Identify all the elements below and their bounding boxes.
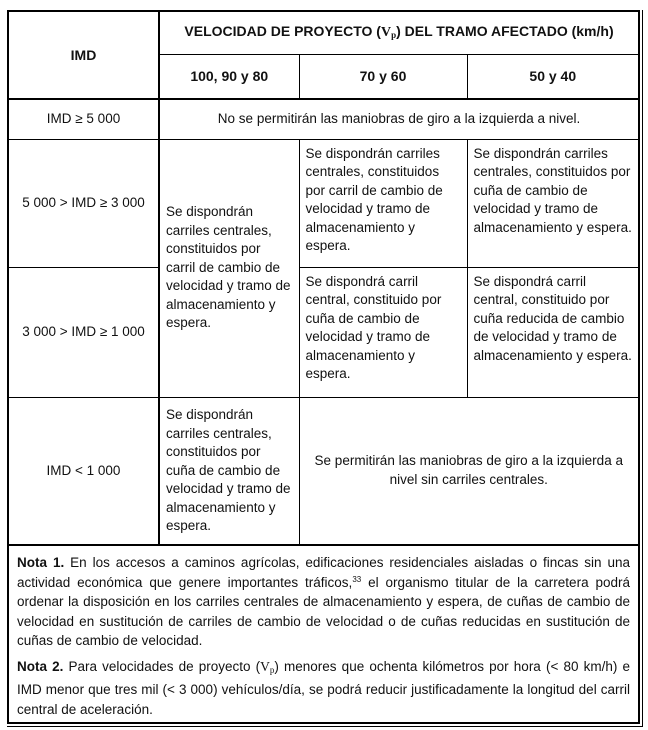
footnote-ref[interactable]: 33 xyxy=(352,574,362,584)
vp-letter: V xyxy=(260,658,270,674)
speed-header-text: VELOCIDAD DE PROYECTO ( xyxy=(184,22,381,39)
nota-2-text: Para velocidades de proyecto ( xyxy=(63,658,261,674)
table-row xyxy=(9,139,638,267)
nota-1-label: Nota 1. xyxy=(17,555,65,570)
nota-2-label: Nota 2. xyxy=(17,658,64,674)
speed-header xyxy=(159,12,638,54)
vp-subscript: p xyxy=(391,29,397,40)
vp-subscript: p xyxy=(269,664,275,675)
nota-2 xyxy=(17,657,630,720)
cell-100-90-80: Se dispondrán carriles centrales, constituidos por cuña de cambio de velocidad y tramo de almacenamiento y espera. xyxy=(159,397,299,545)
nota-2-text-cont: ) menores que ochenta kilómetros por hora (< 80 km/h) e IMD menor que tres mil (< 3 000) vehículos/día, se podrá reducir justificadamente la longitud del carril central de aceleración. xyxy=(17,658,630,717)
table-row xyxy=(9,397,638,545)
vp-symbol xyxy=(381,25,396,40)
speed-col-70-60: 70 y 60 xyxy=(299,54,467,99)
imd-speed-table xyxy=(9,12,638,546)
header-row-1 xyxy=(9,12,638,54)
speed-header-text-post: ) DEL TRAMO AFECTADO (km/h) xyxy=(396,22,614,39)
cell-50-40: Se dispondrán carriles centrales, constituidos por cuña de cambio de velocidad y tramo de almacenamiento y espera. xyxy=(467,139,638,267)
imd-cell: 5 000 > IMD ≥ 3 000 xyxy=(9,139,159,267)
nota-1 xyxy=(17,553,630,651)
speed-col-50-40: 50 y 40 xyxy=(467,54,638,99)
cell-50-40: Se dispondrá carril central, constituido por cuña reducida de cambio de velocidad y tramo de almacenamiento y espera. xyxy=(467,267,638,397)
merged-cell: No se permitirán las maniobras de giro a la izquierda a nivel. xyxy=(159,99,638,139)
imd-cell: 3 000 > IMD ≥ 1 000 xyxy=(9,267,159,397)
table-frame xyxy=(7,10,640,724)
table-row xyxy=(9,267,638,397)
cell-70-60: Se dispondrá carril central, constituido por cuña de cambio de velocidad y tramo de almacenamiento y espera. xyxy=(299,267,467,397)
imd-header: IMD xyxy=(9,12,159,99)
merged-cell-100-90-80: Se dispondrán carriles centrales, constituidos por carril de cambio de velocidad y tramo de almacenamiento y espera. xyxy=(159,139,299,397)
vp-symbol xyxy=(260,659,274,674)
merged-cell: Se permitirán las maniobras de giro a la izquierda a nivel sin carriles centrales. xyxy=(299,397,638,545)
imd-cell: IMD ≥ 5 000 xyxy=(9,99,159,139)
speed-col-100-90-80: 100, 90 y 80 xyxy=(159,54,299,99)
notes-section xyxy=(9,545,638,725)
nota-1-text: En los accesos a caminos agrícolas, edificaciones residenciales aisladas o fincas sin una actividad económica que genere importantes tráficos, xyxy=(17,555,630,590)
nota-1-text-cont: el organismo titular de la carretera podrá ordenar la disposición en los carriles centrales de almacenamiento y espera, de cuñas de cambio de velocidad en sustitución de carriles de cambio de velocidad o de cuñas reducidas en sustitución de cuñas de cambio de velocidad. xyxy=(17,574,630,648)
cell-70-60: Se dispondrán carriles centrales, constituidos por carril de cambio de velocidad y tramo de almacenamiento y espera. xyxy=(299,139,467,267)
imd-cell: IMD < 1 000 xyxy=(9,397,159,545)
table-row xyxy=(9,99,638,139)
vp-letter: V xyxy=(380,24,392,40)
